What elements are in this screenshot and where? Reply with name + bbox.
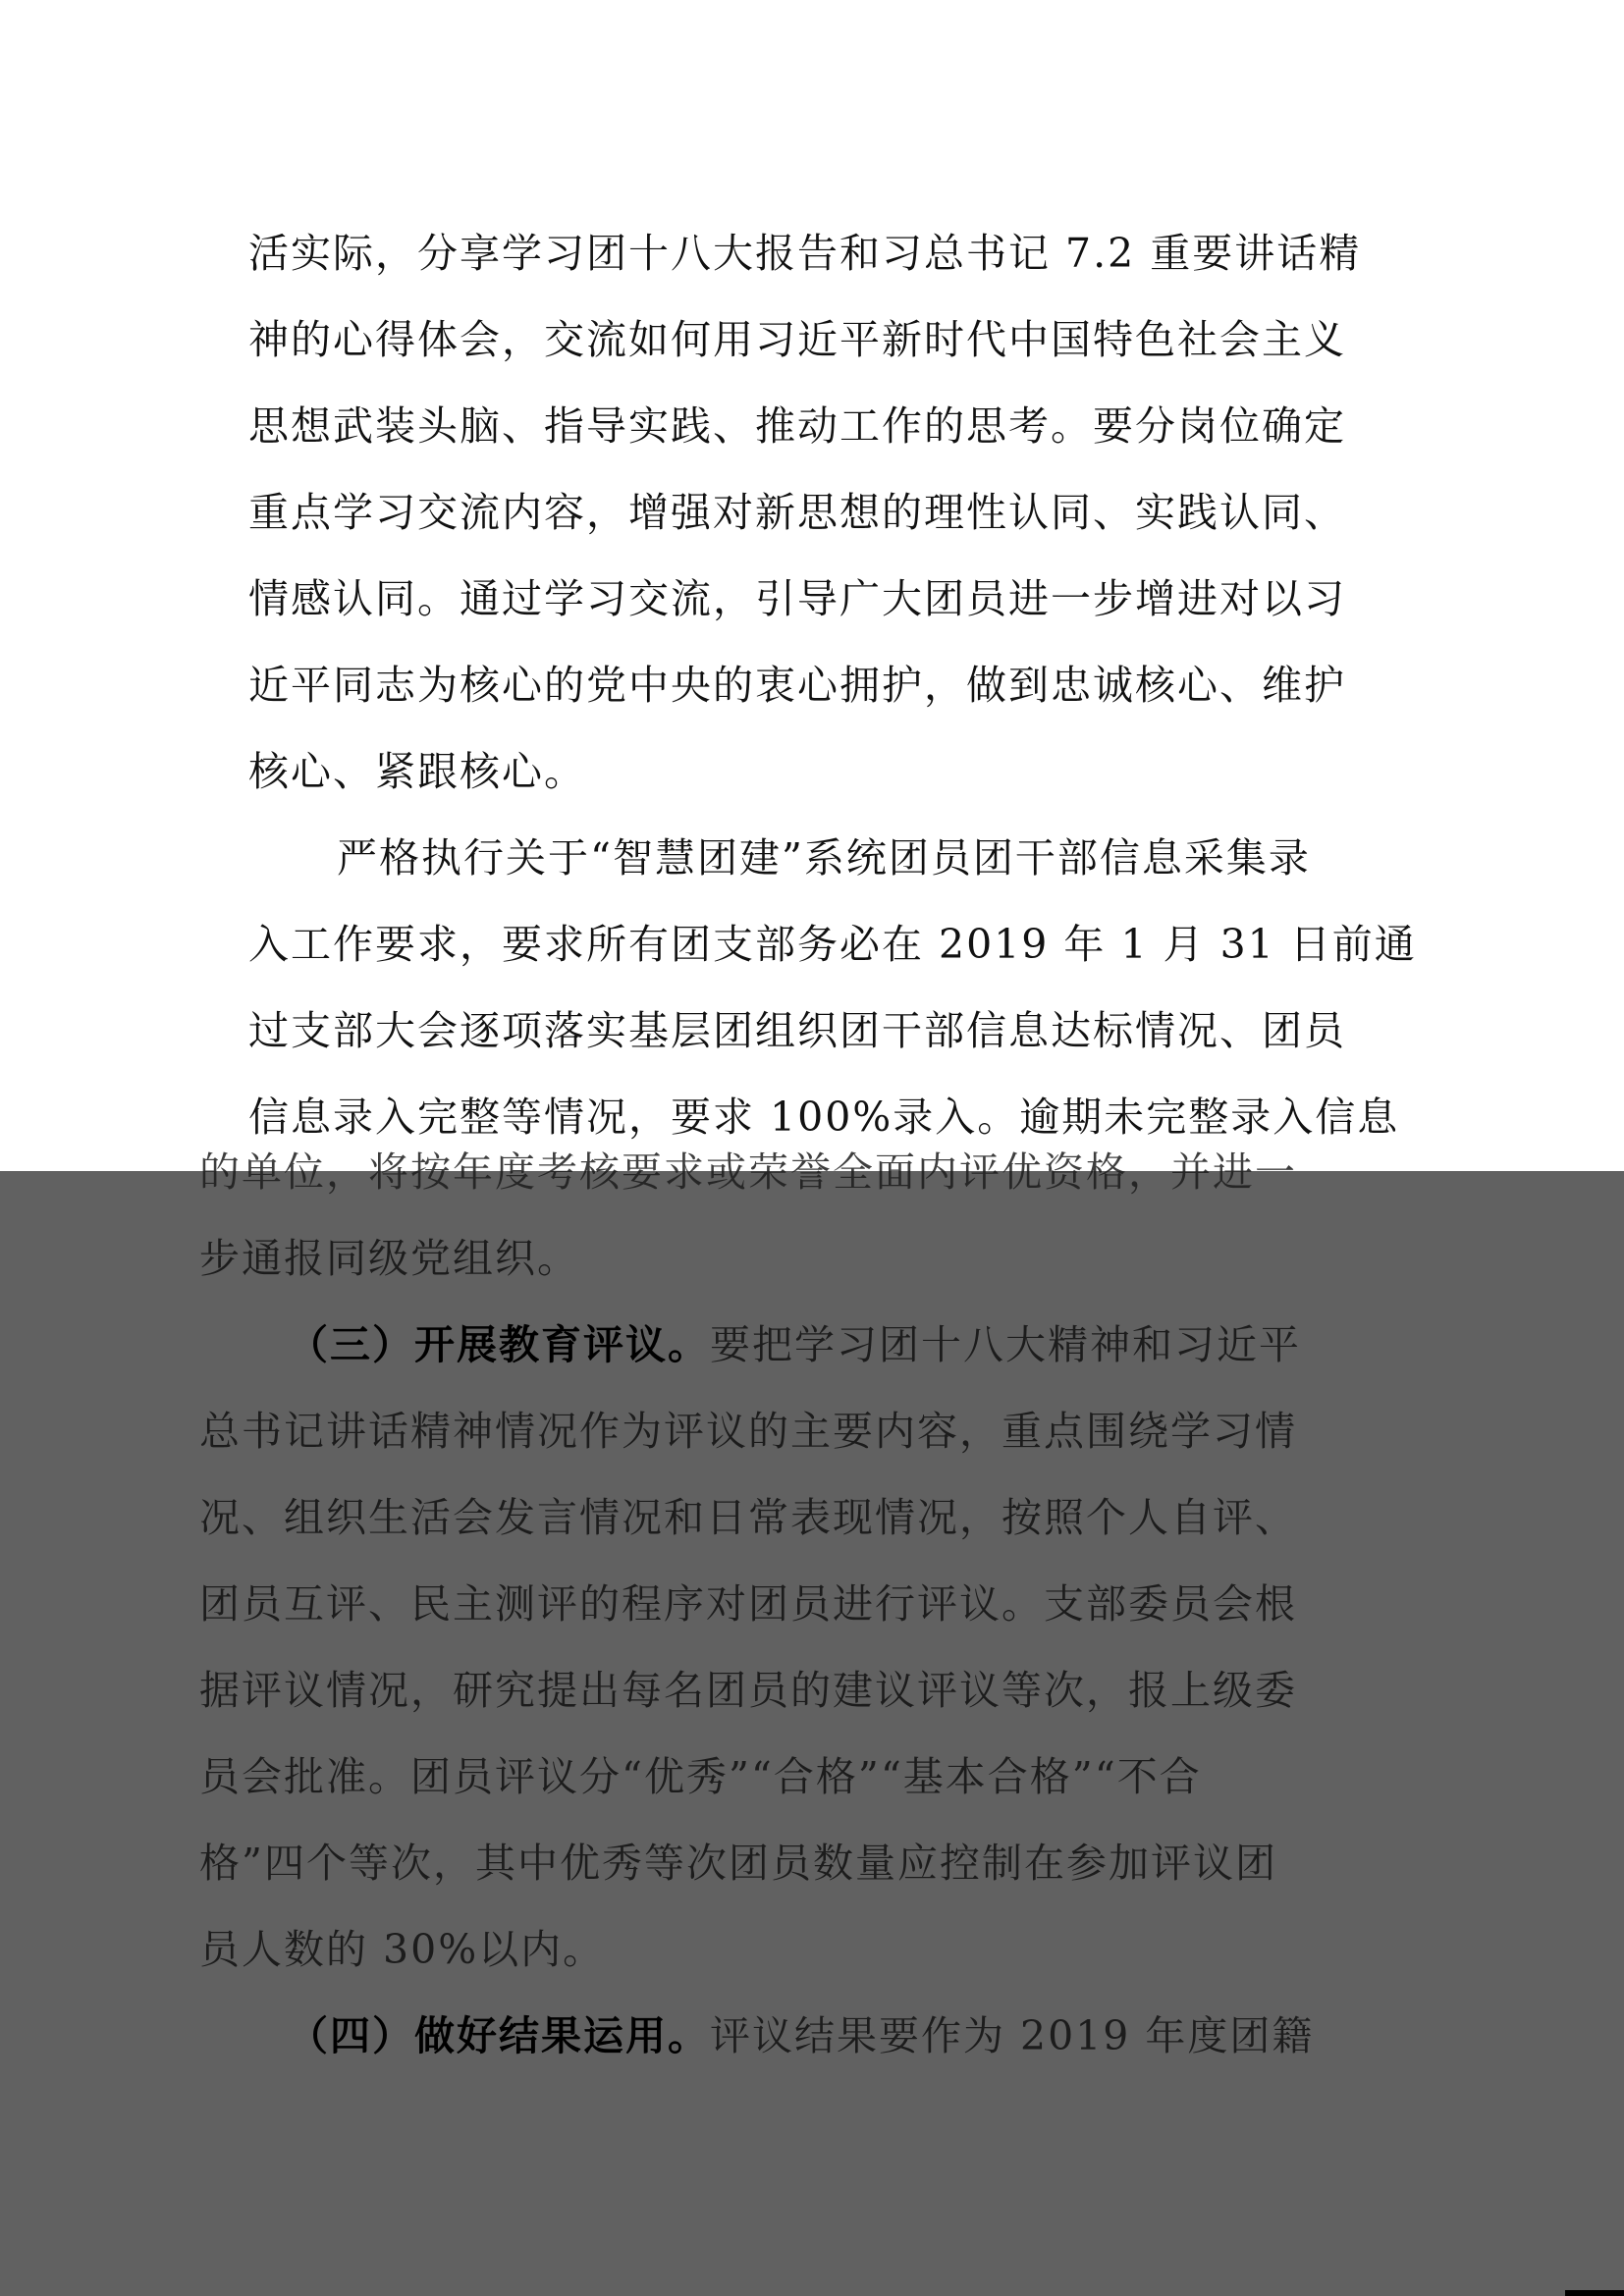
text-line: 据评议情况，研究提出每名团员的建议评议等次，报上级委 <box>199 1667 1297 1714</box>
section-3-first-text: 要把学习团十八大精神和习近平 <box>710 1321 1301 1368</box>
section-4-first-text: 评议结果要作为 2019 年度团籍 <box>710 2012 1315 2059</box>
text-line: 情感认同。通过学习交流，引导广大团员进一步增进对以习 <box>248 575 1346 622</box>
text-line: 近平同志为核心的党中央的衷心拥护，做到忠诚核心、维护 <box>248 662 1346 709</box>
overlapping-text-line: 的单位，将按年度考核要求或荣誉全面内评优资格，并进一 <box>199 1148 1297 1196</box>
text-line: 入工作要求，要求所有团支部务必在 2019 年 1 月 31 日前通 <box>248 921 1417 968</box>
text-line: 总书记讲话精神情况作为评议的主要内容，重点围绕学习情 <box>199 1408 1297 1455</box>
corner-mark <box>1565 2290 1624 2296</box>
text-line: 活实际，分享学习团十八大报告和习总书记 7.2 重要讲话精 <box>248 230 1362 277</box>
upper-text-block <box>248 210 1417 1160</box>
section-3-heading: （三）开展教育评议。 <box>288 1321 710 1368</box>
text-line: 核心、紧跟核心。 <box>248 748 586 795</box>
section-4-first-line <box>199 1993 1338 2079</box>
text-line: 员人数的 30%以内。 <box>199 1926 606 1973</box>
text-line: 神的心得体会，交流如何用习近平新时代中国特色社会主义 <box>248 316 1346 363</box>
text-line: 格”四个等次，其中优秀等次团员数量应控制在参加评议团 <box>199 1840 1277 1887</box>
text-line: 员会批准。团员评议分“优秀”“合格”“基本合格”“不合 <box>199 1753 1202 1800</box>
text-line: 重点学习交流内容，增强对新思想的理性认同、实践认同、 <box>248 489 1346 536</box>
section-4-heading: （四）做好结果运用。 <box>288 2012 710 2059</box>
text-line: 信息录入完整等情况，要求 100%录入。逾期未完整录入信息 <box>248 1094 1400 1141</box>
text-line: 思想武装头脑、指导实践、推动工作的思考。要分岗位确定 <box>248 402 1346 450</box>
text-line: 过支部大会逐项落实基层团组织团干部信息达标情况、团员 <box>248 1007 1346 1054</box>
text-line: 步通报同级党组织。 <box>199 1235 579 1282</box>
section-3-first-line <box>199 1302 1338 1388</box>
text-line: 团员互评、民主测评的程序对团员进行评议。支部委员会根 <box>199 1580 1297 1628</box>
lower-text-block <box>199 1129 1338 2079</box>
paragraph-first-line: 严格执行关于“智慧团建”系统团员团干部信息采集录 <box>337 834 1311 881</box>
text-line: 况、组织生活会发言情况和日常表现情况，按照个人自评、 <box>199 1494 1297 1541</box>
